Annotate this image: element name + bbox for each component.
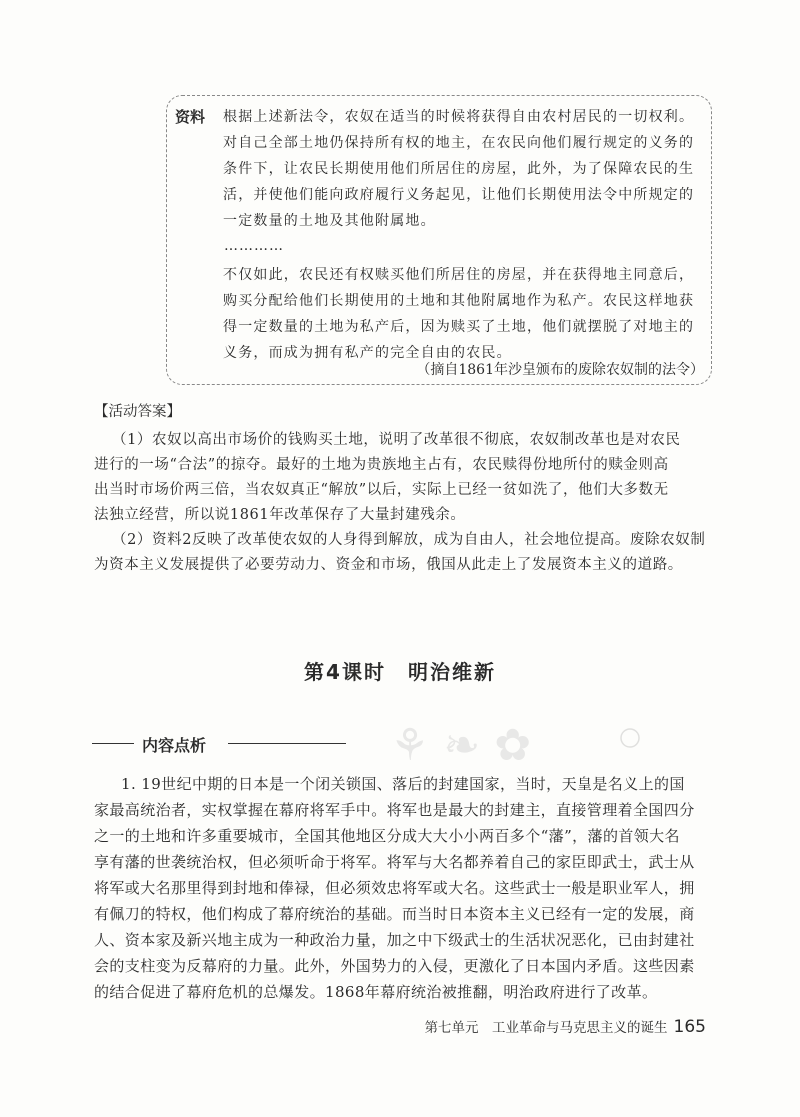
source-line: 义务，而成为拥有私产的完全自由的农民。: [223, 345, 512, 361]
section-rule-left: [92, 743, 134, 744]
section-rule-right: [228, 743, 346, 744]
source-ellipsis: …………: [224, 238, 284, 254]
body-line: 享有藩的世袭统治权，但必须听命于将军。将军与大名都养着自己的家臣即武士，武士从: [94, 853, 695, 871]
body-line: 人、资本家及新兴地主成为一种政治力量，加之中下级武士的生活状况恶化，已由封建社: [94, 931, 695, 949]
source-line: 得一定数量的土地为私产后，因为赎买了土地，他们就摆脱了对地主的: [223, 319, 695, 335]
section-title: 内容点析: [142, 736, 207, 755]
footer-unit-title: 第七单元 工业革命与马克思主义的诞生: [424, 1020, 668, 1036]
body-line: 的结合促进了幕府危机的总爆发。1868年幕府统治被推翻，明治政府进行了改革。: [94, 983, 658, 1001]
body-line: 有佩刀的特权，他们构成了幕府统治的基础。而当时日本资本主义已经有一定的发展，商: [94, 905, 695, 923]
answer-line: （2）资料2反映了改革使农奴的人身得到解放，成为自由人，社会地位提高。废除农奴制: [112, 532, 706, 548]
source-line: 条件下，让农民长期使用他们所居住的房屋，此外，为了保障农民的生: [223, 161, 695, 177]
page-number: 165: [673, 1017, 706, 1037]
source-line: 购买分配给他们长期使用的土地和其他附属地作为私产。农民这样地获: [223, 293, 695, 309]
body-line: 将军或大名那里得到封地和俸禄，但必须效忠将军或大名。这些武士一般是职业军人，拥: [94, 879, 695, 897]
answer-line: 为资本主义发展提供了必要劳动力、资金和市场，俄国从此走上了发展资本主义的道路。: [94, 557, 683, 573]
page-footer: [425, 1016, 706, 1037]
source-line: 不仅如此，农民还有权赎买他们所居住的房屋，并在获得地主同意后，: [223, 267, 695, 283]
answer-line: 出当时市场价两三倍，当农奴真正“解放”以后，实际上已经一贫如洗了，他们大多数无: [94, 482, 669, 498]
lesson-title: 第4课时 明治维新: [304, 660, 496, 684]
source-line: 活，并使他们能向政府履行义务起见，让他们长期使用法令中所规定的: [223, 187, 695, 203]
body-line: 会的支柱变为反幕府的力量。此外，外国势力的入侵，更激化了日本国内矛盾。这些因素: [94, 957, 695, 975]
publisher-watermark: [350, 720, 650, 770]
source-citation: （摘自1861年沙皇颁布的废除农奴制的法令）: [416, 362, 704, 378]
body-line: 1. 19世纪中期的日本是一个闭关锁国、落后的封建国家，当时，天皇是名义上的国: [121, 775, 685, 793]
answer-line: （1）农奴以高出市场价的钱购买土地，说明了改革很不彻底，农奴制改革也是对农民: [112, 432, 681, 448]
answer-line: 法独立经营，所以说1861年改革保存了大量封建残余。: [94, 507, 466, 523]
source-line: 一定数量的土地及其他附属地。: [223, 213, 436, 229]
body-line: 之一的土地和许多重要城市，全国其他地区分成大大小小两百多个“藩”，藩的首领大名: [94, 827, 680, 845]
source-line: 根据上述新法令，农奴在适当的时候将获得自由农村居民的一切权利。: [223, 109, 695, 125]
source-label: 资料: [175, 108, 206, 126]
body-line: 家最高统治者，实权掌握在幕府将军手中。将军也是最大的封建主，直接管理着全国四分: [94, 801, 695, 819]
svg-text:⚘ ❧ ✿: ⚘ ❧ ✿: [390, 720, 532, 770]
source-line: 对自己全部土地仍保持所有权的地主，在农民向他们履行规定的义务的: [223, 135, 695, 151]
answer-line: 进行的一场“合法”的掠夺。最好的土地为贵族地主占有，农民赎得份地所付的赎金则高: [94, 457, 669, 473]
answers-heading: 【活动答案】: [94, 404, 181, 420]
